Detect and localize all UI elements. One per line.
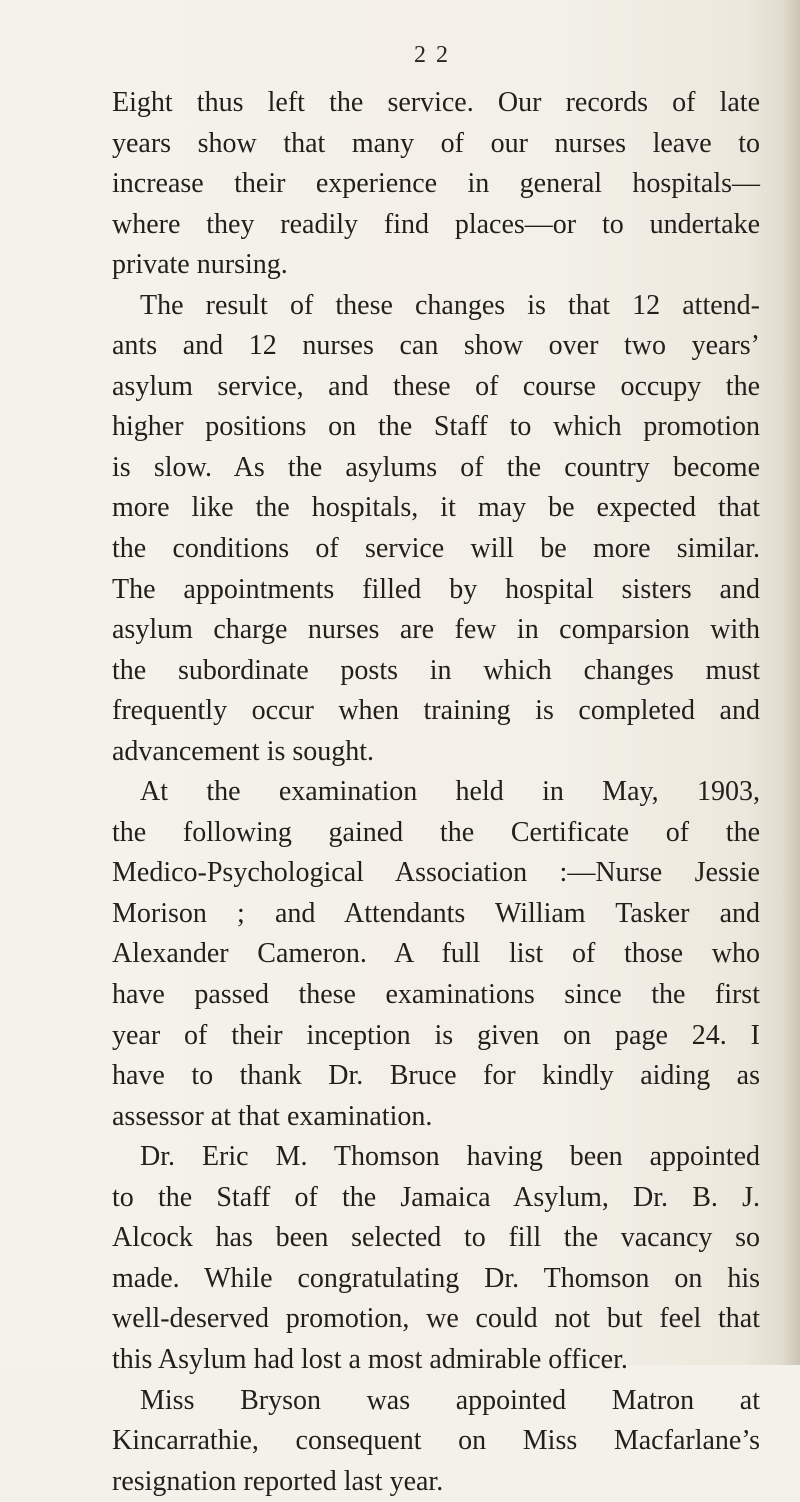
body-text bbox=[112, 83, 760, 1502]
text-line: asylum charge nurses are few in comparsion with bbox=[112, 614, 760, 646]
text-line: asylum service, and these of course occupy the bbox=[112, 370, 760, 402]
text-line: Dr. Eric M. Thomson having been appointed bbox=[140, 1141, 760, 1173]
text-line: The appointments filled by hospital sisters and bbox=[112, 573, 760, 605]
text-line: At the examination held in May, 1903, bbox=[140, 776, 760, 808]
text-line: frequently occur when training is completed and bbox=[112, 695, 760, 727]
text-line: increase their experience in general hospitals— bbox=[112, 168, 760, 200]
text-line: the conditions of service will be more similar. bbox=[112, 533, 760, 565]
text-line: Alexander Cameron. A full list of those who bbox=[112, 938, 760, 970]
text-line: Alcock has been selected to fill the vacancy so bbox=[112, 1222, 760, 1254]
text-line: the following gained the Certificate of the bbox=[112, 816, 760, 848]
text-line: assessor at that examination. bbox=[112, 1100, 433, 1132]
text-line: Morison ; and Attendants William Tasker and bbox=[112, 897, 760, 929]
text-line: Kincarrathie, consequent on Miss Macfarlane’s bbox=[112, 1425, 760, 1457]
text-line: year of their inception is given on page 24. I bbox=[112, 1019, 760, 1051]
page-edge-shadow bbox=[782, 0, 800, 1365]
page-number: 2 2 bbox=[414, 42, 450, 68]
text-line: this Asylum had lost a most admirable officer. bbox=[112, 1343, 628, 1375]
text-line: ants and 12 nurses can show over two years’ bbox=[112, 330, 760, 362]
text-line: Eight thus left the service. Our records of late bbox=[112, 87, 760, 118]
text-line: have passed these examinations since the first bbox=[112, 979, 760, 1011]
text-line: where they readily find places—or to undertake bbox=[112, 208, 760, 240]
text-line: private nursing. bbox=[112, 249, 288, 281]
text-line: years show that many of our nurses leave to bbox=[112, 127, 760, 159]
text-line: The result of these changes is that 12 attend- bbox=[140, 289, 760, 321]
text-line: made. While congratulating Dr. Thomson on his bbox=[112, 1262, 760, 1294]
text-line: is slow. As the asylums of the country become bbox=[112, 451, 760, 483]
text-line: Medico-Psychological Association :—Nurse Jessie bbox=[112, 857, 760, 889]
text-line: more like the hospitals, it may be expected that bbox=[112, 492, 760, 524]
text-line: the subordinate posts in which changes must bbox=[112, 654, 760, 686]
text-line: have to thank Dr. Bruce for kindly aiding as bbox=[112, 1060, 760, 1092]
text-line: resignation reported last year. bbox=[112, 1465, 444, 1497]
text-line: to the Staff of the Jamaica Asylum, Dr. B. J. bbox=[112, 1181, 760, 1213]
text-line: advancement is sought. bbox=[112, 735, 375, 767]
text-line: higher positions on the Staff to which promotion bbox=[112, 411, 760, 443]
text-line: Miss Bryson was appointed Matron at bbox=[140, 1384, 760, 1416]
text-line: well-deserved promotion, we could not but feel that bbox=[112, 1303, 760, 1335]
